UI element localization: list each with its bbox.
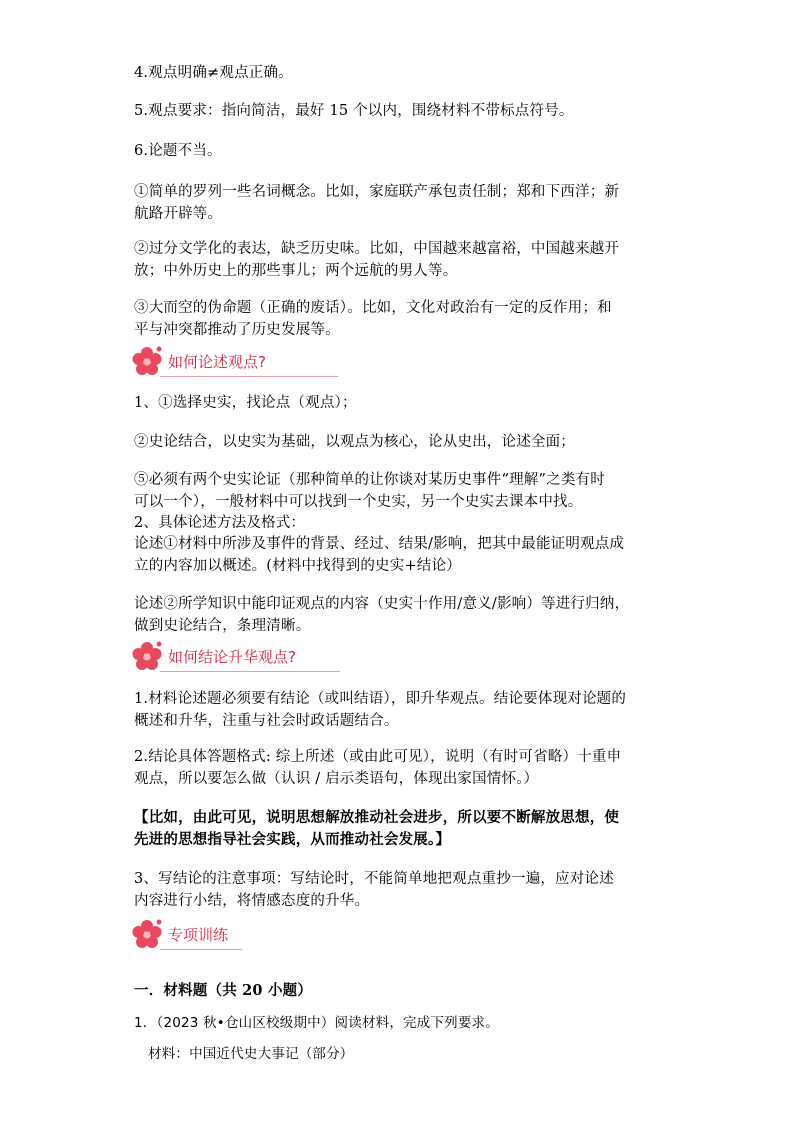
improper-topic-2-line2: 放；中外历史上的那些事儿；两个远航的男人等。 — [134, 263, 458, 279]
argue-method-2-line2: 做到史论结合，条理清晰。 — [134, 618, 311, 634]
argue-method-1-line2: 立的内容加以概述。(材料中找得到的史实+结论） — [134, 558, 461, 574]
plum-blossom-icon — [130, 918, 164, 952]
point-clear-not-correct: 4.观点明确≠观点正确。 — [134, 65, 293, 81]
conclusion-example-line2: 先进的思想指导社会实践，从而推动社会发展。】 — [134, 831, 451, 848]
argue-step-3-line1: ⑤必须有两个史实论证（那种简单的让你谈对某历史事件“理解”之类有时 — [134, 472, 605, 488]
argue-step-2: ②史论结合，以史实为基础，以观点为核心，论从史出，论述全面； — [134, 434, 575, 450]
conclusion-example-line1: 【比如，由此可见，说明思想解放推动社会进步，所以要不断解放思想，使 — [134, 809, 620, 826]
heading-underline — [160, 949, 242, 950]
improper-topic-2-line1: ②过分文学化的表达，缺乏历史味。比如，中国越来越富裕，中国越来越开 — [134, 241, 620, 257]
exercise-section-title: 一．材料题（共 20 小题） — [134, 982, 313, 999]
exercise-material-caption: 材料：中国近代史大事记（部分） — [148, 1046, 354, 1062]
exercise-question-1: 1．（2023 秋•仓山区校级期中）阅读材料，完成下列要求。 — [134, 1015, 499, 1031]
section-heading-conclusion-text: 如何结论升华观点? — [168, 648, 296, 666]
conclusion-1-line1: 1.材料论述题必须要有结论（或叫结语），即升华观点。结论要体现对论题的 — [134, 691, 627, 707]
section-heading-argue-text: 如何论述观点? — [168, 353, 266, 371]
heading-underline — [160, 671, 340, 672]
section-heading-conclusion — [130, 640, 390, 676]
argue-method-1-line1: 论述①材料中所涉及事件的背景、经过、结果/影响，把其中最能证明观点成 — [134, 536, 625, 552]
argue-step-3-line2: 可以一个），一般材料中可以找到一个史实，另一个史实去课本中找。 — [134, 494, 583, 510]
improper-topic-3-line1: ③大而空的伪命题（正确的废话）。比如，文化对政治有一定的反作用；和 — [134, 300, 612, 316]
argue-method-2-line1: 论述②所学知识中能印证观点的内容（史实十作用/意义/影响）等进行归纳， — [134, 596, 630, 612]
heading-underline — [160, 376, 338, 377]
section-heading-argue — [130, 345, 390, 381]
improper-topic-1-line1: ①简单的罗列一些名词概念。比如，家庭联产承包责任制；郑和下西洋；新 — [134, 184, 620, 200]
section-heading-training-text: 专项训练 — [168, 926, 229, 944]
plum-blossom-icon — [130, 640, 164, 674]
section-heading-training — [130, 918, 390, 954]
conclusion-notes-line1: 3、写结论的注意事项：写结论时，不能简单地把观点重抄一遍，应对论述 — [134, 871, 614, 887]
argue-method-title: 2、具体论述方法及格式： — [134, 515, 306, 531]
plum-blossom-icon — [130, 345, 164, 379]
improper-topic-1-line2: 航路开辟等。 — [134, 206, 223, 222]
improper-topic-title: 6.论题不当。 — [134, 143, 222, 159]
argue-step-1: 1、①选择史实，找论点（观点）； — [134, 395, 357, 411]
conclusion-2-line2: 观点，所以要怎么做（认识 / 启示类语句，体现出家国情怀。） — [134, 771, 539, 787]
conclusion-1-line2: 概述和升华，注重与社会时政话题结合。 — [134, 713, 399, 729]
improper-topic-3-line2: 平与冲突都推动了历史发展等。 — [134, 322, 340, 338]
conclusion-2-line1: 2.结论具体答题格式: 综上所述（或由此可见），说明（有时可省略）十重申 — [134, 749, 622, 765]
conclusion-notes-line2: 内容进行小结，将情感态度的升华。 — [134, 893, 370, 909]
point-requirement: 5.观点要求：指向简洁，最好 15 个以内，围绕材料不带标点符号。 — [134, 103, 574, 119]
